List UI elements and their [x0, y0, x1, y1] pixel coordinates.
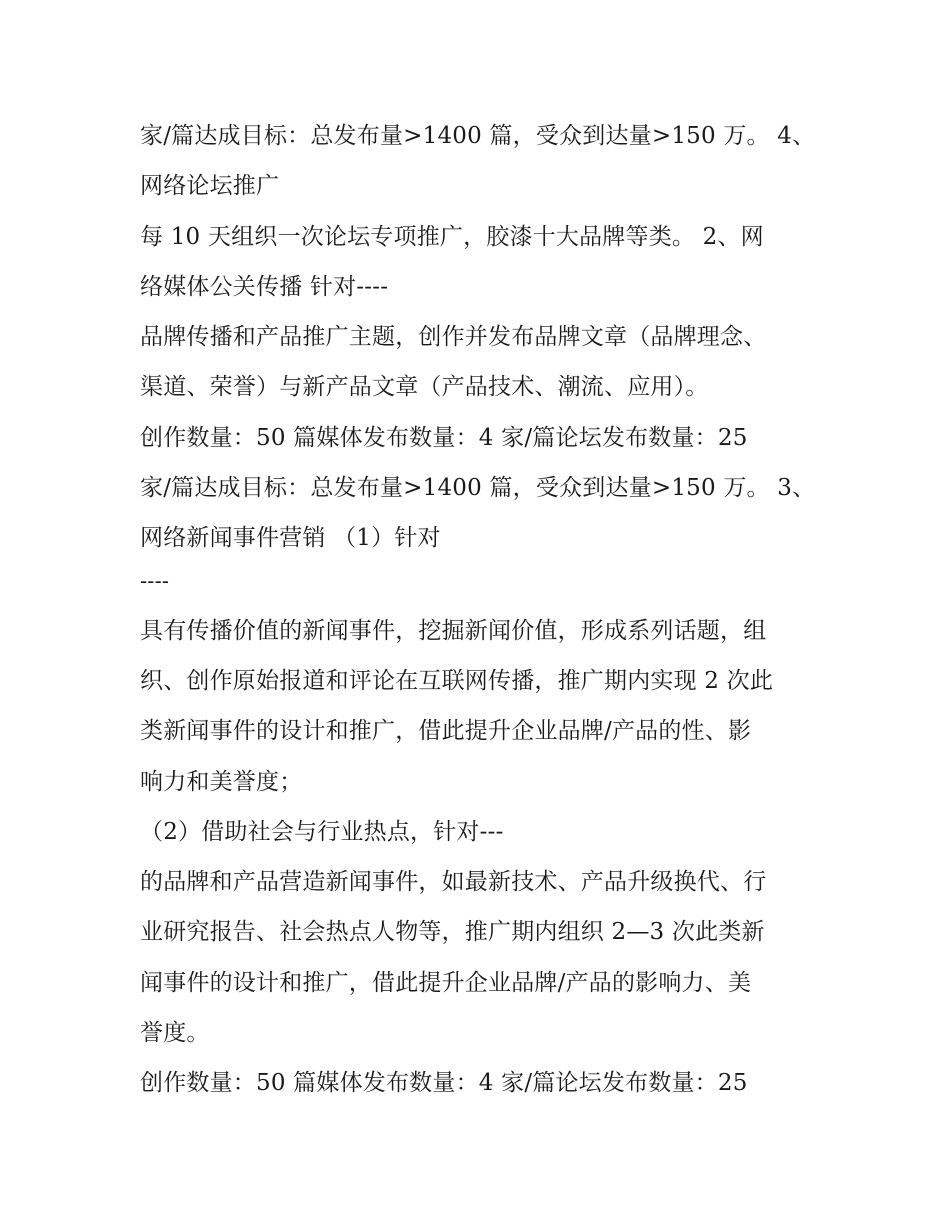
text-line: ----: [140, 568, 170, 593]
text-line: 网络论坛推广: [140, 173, 280, 200]
text-line: 创作数量：50 篇媒体发布数量：4 家/篇论坛发布数量：25: [140, 1070, 748, 1097]
text-line: 织、创作原始报道和评论在互联网传播，推广期内实现 2 次此: [140, 667, 774, 694]
text-line: （2）借助社会与行业热点，针对---: [140, 818, 504, 845]
text-line: 络媒体公关传播 针对----: [140, 273, 389, 300]
text-line: 网络新闻事件营销 （1）针对: [140, 525, 441, 552]
text-line: 类新闻事件的设计和推广，借此提升企业品牌/产品的性、影: [140, 718, 752, 745]
text-line: 家/篇达成目标：总发布量>1400 篇，受众到达量>150 万。 4、: [140, 123, 816, 149]
text-line: 响力和美誉度；: [140, 768, 303, 795]
text-line: 业研究报告、社会热点人物等，推广期内组织 2—3 次此类新: [140, 919, 765, 946]
document-body: [140, 111, 820, 1109]
text-line: 创作数量：50 篇媒体发布数量：4 家/篇论坛发布数量：25: [140, 424, 748, 451]
text-line: 闻事件的设计和推广，借此提升企业品牌/产品的影响力、美: [140, 969, 752, 996]
text-line: 的品牌和产品营造新闻事件，如最新技术、产品升级换代、行: [140, 869, 767, 896]
text-line: 每 10 天组织一次论坛专项推广，胶漆十大品牌等类。 2、网: [140, 223, 764, 250]
text-line: 家/篇达成目标：总发布量>1400 篇，受众到达量>150 万。 3、: [140, 475, 816, 502]
text-line: 渠道、荣誉）与新产品文章（产品技术、潮流、应用）。: [140, 374, 709, 401]
text-line: 誉度。: [140, 1020, 210, 1047]
text-line: 具有传播价值的新闻事件，挖掘新闻价值，形成系列话题，组: [140, 617, 767, 644]
text-line: 品牌传播和产品推广主题，创作并发布品牌文章（品牌理念、: [140, 324, 767, 351]
